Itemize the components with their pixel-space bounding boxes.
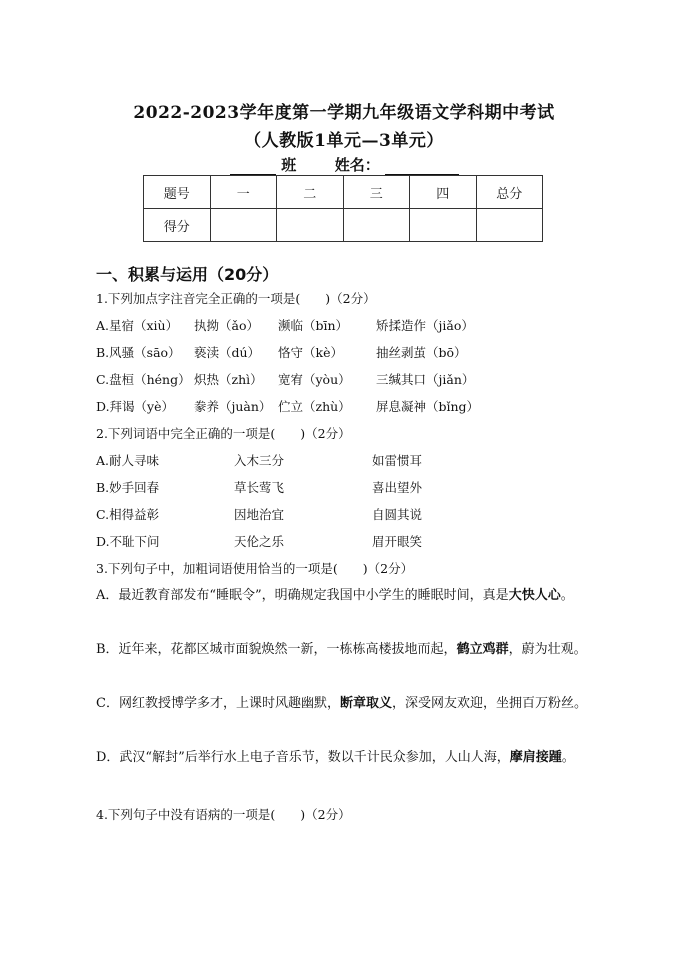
q2-option-b-3: 喜出望外	[372, 480, 423, 495]
q2-option-b-2: 草长莺飞	[234, 480, 285, 495]
section-heading: 一、积累与运用（20分）	[96, 265, 279, 284]
table-cell: 总分	[476, 176, 543, 209]
table-cell: 四	[410, 176, 477, 209]
q3-option-d	[96, 744, 591, 771]
q2-option-d-1: D.不耻下问	[96, 534, 160, 549]
question-3-stem: 3.下列句子中，加粗词语使用恰当的一项是( )（2分）	[96, 561, 414, 576]
q1-option-c-1: C.盘桓（héng）	[96, 372, 191, 387]
q1-option-d-3: 伫立（zhù）	[278, 399, 351, 414]
q3-option-b-text: B．近年来，花都区城市面貌焕然一新，一栋栋高楼拔地而起，	[96, 642, 457, 657]
q3-option-a	[96, 582, 591, 609]
q2-option-c-2: 因地治宜	[234, 507, 285, 522]
exam-subtitle: （人教版1单元—3单元）	[244, 131, 444, 151]
q1-option-b-1: B.风骚（sāo）	[96, 345, 181, 360]
table-cell: 二	[277, 176, 344, 209]
q2-option-c-3: 自圆其说	[372, 507, 423, 522]
q1-option-d-4: 屏息凝神（bǐng）	[376, 399, 480, 414]
q3-option-c-end: ，深受网友欢迎，坐拥百万粉丝。	[391, 696, 587, 711]
score-cell[interactable]	[343, 209, 410, 242]
q3-option-a-bold: 大快人心	[508, 588, 561, 603]
q3-option-d-end: 。	[561, 750, 575, 765]
score-cell[interactable]	[210, 209, 277, 242]
q2-option-d-3: 眉开眼笑	[372, 534, 423, 549]
score-cell[interactable]	[476, 209, 543, 242]
table-cell: 一	[210, 176, 277, 209]
question-1-stem: 1.下列加点字注音完全正确的一项是( )（2分）	[96, 291, 376, 306]
score-cell[interactable]	[277, 209, 344, 242]
q1-option-b-4: 抽丝剥茧（bō）	[376, 345, 467, 360]
score-table-score-row	[144, 209, 543, 242]
score-cell[interactable]	[410, 209, 477, 242]
q1-option-a-3: 濒临（bīn）	[278, 318, 349, 333]
q3-option-b-end: ，蔚为壮观。	[508, 642, 587, 657]
class-name-line	[230, 154, 470, 175]
q2-option-c-1: C.相得益彰	[96, 507, 160, 522]
q1-option-a-1: A.星宿（xiù）	[96, 318, 179, 333]
q2-option-a-1: A.耐人寻味	[96, 453, 160, 468]
q2-option-a-2: 入木三分	[234, 453, 285, 468]
q1-option-c-4: 三缄其口（jiǎn）	[376, 372, 475, 387]
table-cell: 得分	[144, 209, 211, 242]
q1-option-c-2: 炽热（zhì）	[194, 372, 263, 387]
q1-option-d-2: 豢养（juàn）	[194, 399, 272, 414]
q2-option-d-2: 天伦之乐	[234, 534, 285, 549]
q3-option-a-text: A．最近教育部发布“睡眠令”，明确规定我国中小学生的睡眠时间，真是	[96, 588, 509, 603]
q1-option-a-4: 矫揉造作（jiǎo）	[376, 318, 474, 333]
q3-option-b-bold: 鹤立鸡群	[456, 642, 509, 657]
table-cell: 题号	[144, 176, 211, 209]
score-table	[143, 175, 543, 242]
q2-option-b-1: B.妙手回春	[96, 480, 160, 495]
q1-option-b-3: 恪守（kè）	[278, 345, 343, 360]
q3-option-c	[96, 690, 591, 717]
q3-option-c-bold: 断章取义	[339, 696, 392, 711]
q2-option-a-3: 如雷惯耳	[372, 453, 423, 468]
name-label: 姓名：	[334, 156, 380, 174]
name-blank[interactable]	[385, 160, 459, 175]
question-4-stem: 4.下列句子中没有语病的一项是( )（2分）	[96, 807, 351, 822]
class-blank[interactable]	[230, 160, 276, 175]
question-2-stem: 2.下列词语中完全正确的一项是( )（2分）	[96, 426, 351, 441]
q3-option-a-end: 。	[560, 588, 574, 603]
q1-option-c-3: 宽宥（yòu）	[278, 372, 351, 387]
q3-option-c-text: C．网红教授博学多才，上课时风趣幽默，	[96, 696, 340, 711]
table-cell: 三	[343, 176, 410, 209]
class-label: 班	[281, 156, 297, 174]
score-table-header-row	[144, 176, 543, 209]
q3-option-d-text: D．武汉“解封”后举行水上电子音乐节，数以千计民众参加，人山人海，	[96, 750, 510, 765]
q1-option-a-2: 执拗（ǎo）	[194, 318, 259, 333]
exam-title: 2022-2023学年度第一学期九年级语文学科期中考试	[133, 103, 555, 123]
q3-option-d-bold: 摩肩接踵	[509, 750, 562, 765]
q1-option-b-2: 亵渎（dú）	[194, 345, 261, 360]
q3-option-b	[96, 636, 591, 663]
q1-option-d-1: D.拜谒（yè）	[96, 399, 175, 414]
